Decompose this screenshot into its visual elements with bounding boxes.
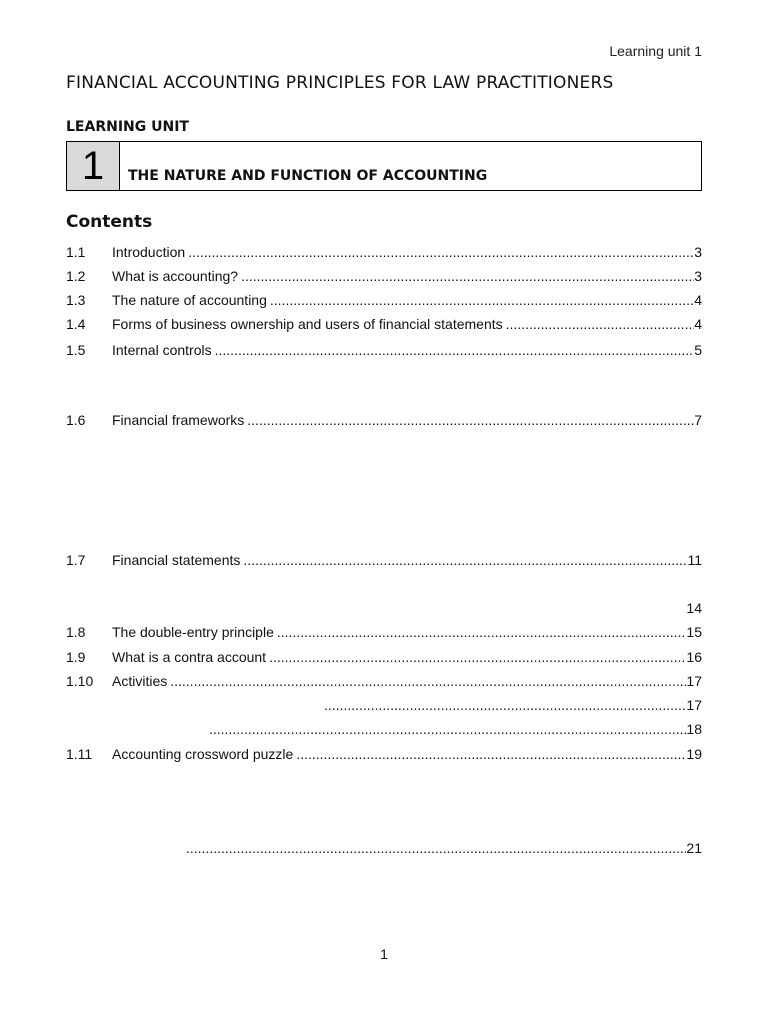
toc-title: Financial statements [112, 552, 241, 568]
toc-entry-1-5[interactable] [66, 341, 702, 359]
toc-page-number: 5 [694, 342, 702, 358]
toc-page-number: 21 [686, 840, 702, 856]
document-title: FINANCIAL ACCOUNTING PRINCIPLES FOR LAW PRACTITIONERS [66, 73, 614, 93]
toc-entry-1-3[interactable] [66, 291, 702, 309]
learning-unit-title: THE NATURE AND FUNCTION OF ACCOUNTING [128, 168, 488, 184]
toc-page-number: 17 [686, 697, 702, 713]
toc-number: 1.4 [66, 316, 86, 332]
toc-page-number: 4 [694, 292, 702, 308]
toc-entry-1-10[interactable] [66, 672, 702, 690]
toc-title: Accounting crossword puzzle [112, 746, 294, 762]
toc-title: The nature of accounting [112, 292, 267, 308]
toc-dot-leader [324, 696, 686, 714]
toc-number: 1.3 [66, 292, 86, 308]
toc-dot-leader [269, 648, 686, 666]
toc-page-number: 7 [694, 412, 702, 428]
toc-title: The double-entry principle [112, 624, 274, 640]
toc-number: 1.11 [66, 746, 93, 762]
toc-number: 1.6 [66, 412, 86, 428]
toc-dot-leader [270, 291, 694, 309]
toc-title: Activities [112, 673, 168, 689]
toc-entry-1-6[interactable] [66, 411, 702, 429]
toc-entry-1-8[interactable] [66, 623, 702, 641]
page-number: 1 [380, 946, 388, 962]
toc-title: What is accounting? [112, 268, 239, 284]
toc-number: 1.10 [66, 673, 94, 689]
toc-subentry[interactable] [66, 696, 702, 714]
learning-unit-box [66, 141, 702, 191]
toc-page-number: 17 [686, 673, 702, 689]
toc-dot-leader [170, 672, 686, 690]
toc-dot-leader [506, 315, 695, 333]
toc-title: Forms of business ownership and users of financial statements [112, 316, 503, 332]
contents-heading: Contents [66, 212, 153, 232]
toc-dot-leader [209, 720, 686, 738]
toc-number: 1.8 [66, 624, 86, 640]
toc-entry-1-1[interactable] [66, 243, 702, 261]
toc-entry-1-4[interactable] [66, 315, 702, 333]
learning-unit-number: 1 [67, 142, 120, 190]
toc-title: Financial frameworks [112, 412, 245, 428]
toc-dot-leader [215, 341, 695, 359]
running-header: Learning unit 1 [609, 43, 702, 59]
toc-page-number: 16 [686, 649, 702, 665]
toc-page-number: 19 [686, 746, 702, 762]
toc-page-number: 3 [694, 244, 702, 260]
toc-number: 1.9 [66, 649, 86, 665]
toc-title: Introduction [112, 244, 186, 260]
toc-dot-leader [247, 411, 694, 429]
toc-dot-leader [186, 839, 686, 857]
toc-number: 1.1 [66, 244, 86, 260]
toc-dot-leader [296, 745, 686, 763]
toc-title: Internal controls [112, 342, 212, 358]
toc-subentry[interactable] [66, 720, 702, 738]
toc-number: 1.5 [66, 342, 86, 358]
toc-number: 1.2 [66, 268, 86, 284]
toc-entry-1-11[interactable] [66, 745, 702, 763]
toc-title: What is a contra account [112, 649, 267, 665]
toc-page-number: 15 [686, 624, 702, 640]
toc-dot-leader [243, 551, 687, 569]
learning-unit-label: LEARNING UNIT [66, 119, 189, 135]
toc-number: 1.7 [66, 552, 86, 568]
toc-page-number: 4 [694, 316, 702, 332]
toc-entry-1-7[interactable] [66, 551, 702, 569]
toc-entry-1-2[interactable] [66, 267, 702, 285]
toc-page-number: 11 [687, 552, 702, 568]
toc-entry-1-9[interactable] [66, 648, 702, 666]
toc-entry-page-only[interactable] [66, 599, 702, 617]
toc-page-number: 18 [686, 721, 702, 737]
toc-dot-leader [277, 623, 687, 641]
toc-subentry[interactable] [66, 839, 702, 857]
toc-dot-leader [188, 243, 694, 261]
toc-page-number: 14 [686, 600, 702, 616]
toc-page-number: 3 [694, 268, 702, 284]
toc-dot-leader [241, 267, 694, 285]
